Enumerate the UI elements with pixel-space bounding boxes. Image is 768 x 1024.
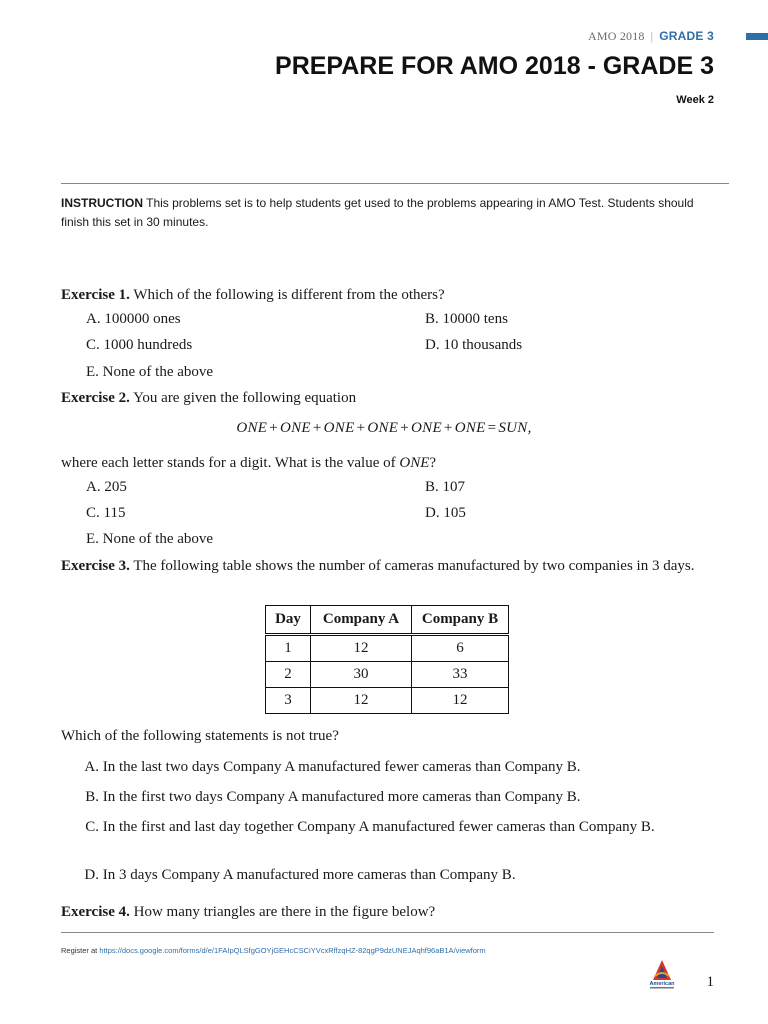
exercise-3-statement-a [61, 758, 721, 776]
statement-label: C. [85, 819, 99, 835]
exercise-2-variable: ONE [399, 455, 430, 471]
table-row [266, 688, 509, 714]
exercise-3-statement-c [61, 818, 721, 836]
exercise-3-question [61, 556, 721, 576]
register-line [61, 946, 486, 955]
exercise-2-option-a: A. 205 [86, 479, 127, 495]
amo-logo [644, 958, 680, 990]
exercise-3-label: Exercise 3. [61, 558, 130, 574]
exercise-2-option-b: B. 107 [425, 479, 466, 495]
table-row [266, 662, 509, 688]
header-divider [61, 183, 729, 184]
exercise-2-question [61, 388, 721, 408]
running-header-left: AMO 2018 [588, 29, 645, 43]
table-cell: 12 [412, 688, 509, 714]
exercise-1-question [61, 285, 721, 305]
exercise-4-question [61, 902, 721, 922]
exercise-2-followup-end: ? [429, 455, 437, 471]
equation-equals: = [487, 420, 497, 436]
exercise-1-option-e: E. None of the above [86, 364, 214, 380]
table-cell: 3 [266, 688, 311, 714]
logo-text: American [649, 981, 675, 987]
table-header-row [266, 606, 509, 635]
equation-term: ONE [323, 420, 355, 436]
statement-label: D. [84, 867, 99, 883]
table-cell: 30 [311, 662, 412, 688]
statement-text: In 3 days Company A manufactured more cameras than Company B. [102, 867, 516, 883]
exercise-3-statement-b [61, 788, 721, 806]
footer-divider [61, 932, 714, 933]
table-header-company-a: Company A [311, 606, 412, 635]
page-title: PREPARE FOR AMO 2018 - GRADE 3 [275, 52, 714, 80]
exercise-2-followup-text: where each letter stands for a digit. What is the value of [61, 455, 396, 471]
exercise-2-option-e: E. None of the above [86, 531, 214, 547]
exercise-4-text: How many triangles are there in the figure below? [133, 904, 436, 920]
equation-term: ONE [280, 420, 311, 436]
equation-plus: + [269, 420, 278, 436]
exercise-1-option-d: D. 10 thousands [425, 337, 523, 353]
register-link[interactable]: https://docs.google.com/forms/d/e/1FAIpQLSfgGOYjGEHcCSCiYVcxRffzqHZ-82qgP9dzUNEJAqhf96aB1A/viewform [99, 946, 486, 955]
exercise-1-option-a: A. 100000 ones [86, 311, 181, 327]
table-header-day: Day [266, 606, 311, 635]
table-cell: 33 [412, 662, 509, 688]
equation-plus: + [356, 420, 366, 436]
header-accent-bar [746, 33, 768, 40]
statement-label: B. [85, 789, 99, 805]
table-cell: 2 [266, 662, 311, 688]
running-header [588, 29, 714, 44]
exercise-1-option-c: C. 1000 hundreds [86, 337, 193, 353]
table-row [266, 635, 509, 662]
exercise-1-label: Exercise 1. [61, 287, 130, 303]
equation-plus: + [312, 420, 322, 436]
table-cell: 1 [266, 635, 311, 662]
equation-term: ONE [367, 420, 399, 436]
statement-text: In the first and last day together Company A manufactured fewer cameras than Company B. [102, 819, 655, 835]
instruction-label: INSTRUCTION [61, 196, 143, 210]
running-header-right: GRADE 3 [659, 29, 714, 43]
register-label: Register at [61, 946, 98, 955]
instruction-text: This problems set is to help students get used to the problems appearing in AMO Test. Students should finish this set in 30 minutes. [61, 196, 694, 229]
instruction-block [61, 194, 717, 232]
exercise-2-equation [0, 420, 768, 437]
exercise-2-label: Exercise 2. [61, 390, 130, 406]
week-label: Week 2 [676, 94, 714, 106]
equation-term: ONE [236, 420, 268, 436]
equation-term: ONE [454, 420, 486, 436]
exercise-3-text: The following table shows the number of cameras manufactured by two companies in 3 days. [133, 558, 695, 574]
table-cell: 12 [311, 635, 412, 662]
exercise-3-statement-d [61, 866, 721, 884]
exercise-1-option-b: B. 10000 tens [425, 311, 508, 327]
exercise-2-option-d: D. 105 [425, 505, 466, 521]
exercise-1-text: Which of the following is different from the others? [133, 287, 445, 303]
equation-term: ONE [411, 420, 442, 436]
exercise-4-label: Exercise 4. [61, 904, 130, 920]
exercise-3-prompt: Which of the following statements is not true? [61, 728, 339, 744]
statement-text: In the first two days Company A manufactured more cameras than Company B. [102, 789, 581, 805]
exercise-2-followup [61, 453, 721, 473]
statement-text: In the last two days Company A manufactured fewer cameras than Company B. [102, 759, 581, 775]
running-header-separator: | [650, 29, 654, 43]
table-cell: 12 [311, 688, 412, 714]
cameras-table [265, 605, 509, 714]
amo-logo-icon [644, 958, 680, 990]
exercise-2-text: You are given the following equation [133, 390, 357, 406]
exercise-2-option-c: C. 115 [86, 505, 126, 521]
table-cell: 6 [412, 635, 509, 662]
table-header-company-b: Company B [412, 606, 509, 635]
statement-label: A. [84, 759, 99, 775]
equation-result: SUN, [498, 420, 532, 436]
page-number: 1 [706, 974, 714, 990]
equation-plus: + [443, 420, 453, 436]
equation-plus: + [400, 420, 410, 436]
